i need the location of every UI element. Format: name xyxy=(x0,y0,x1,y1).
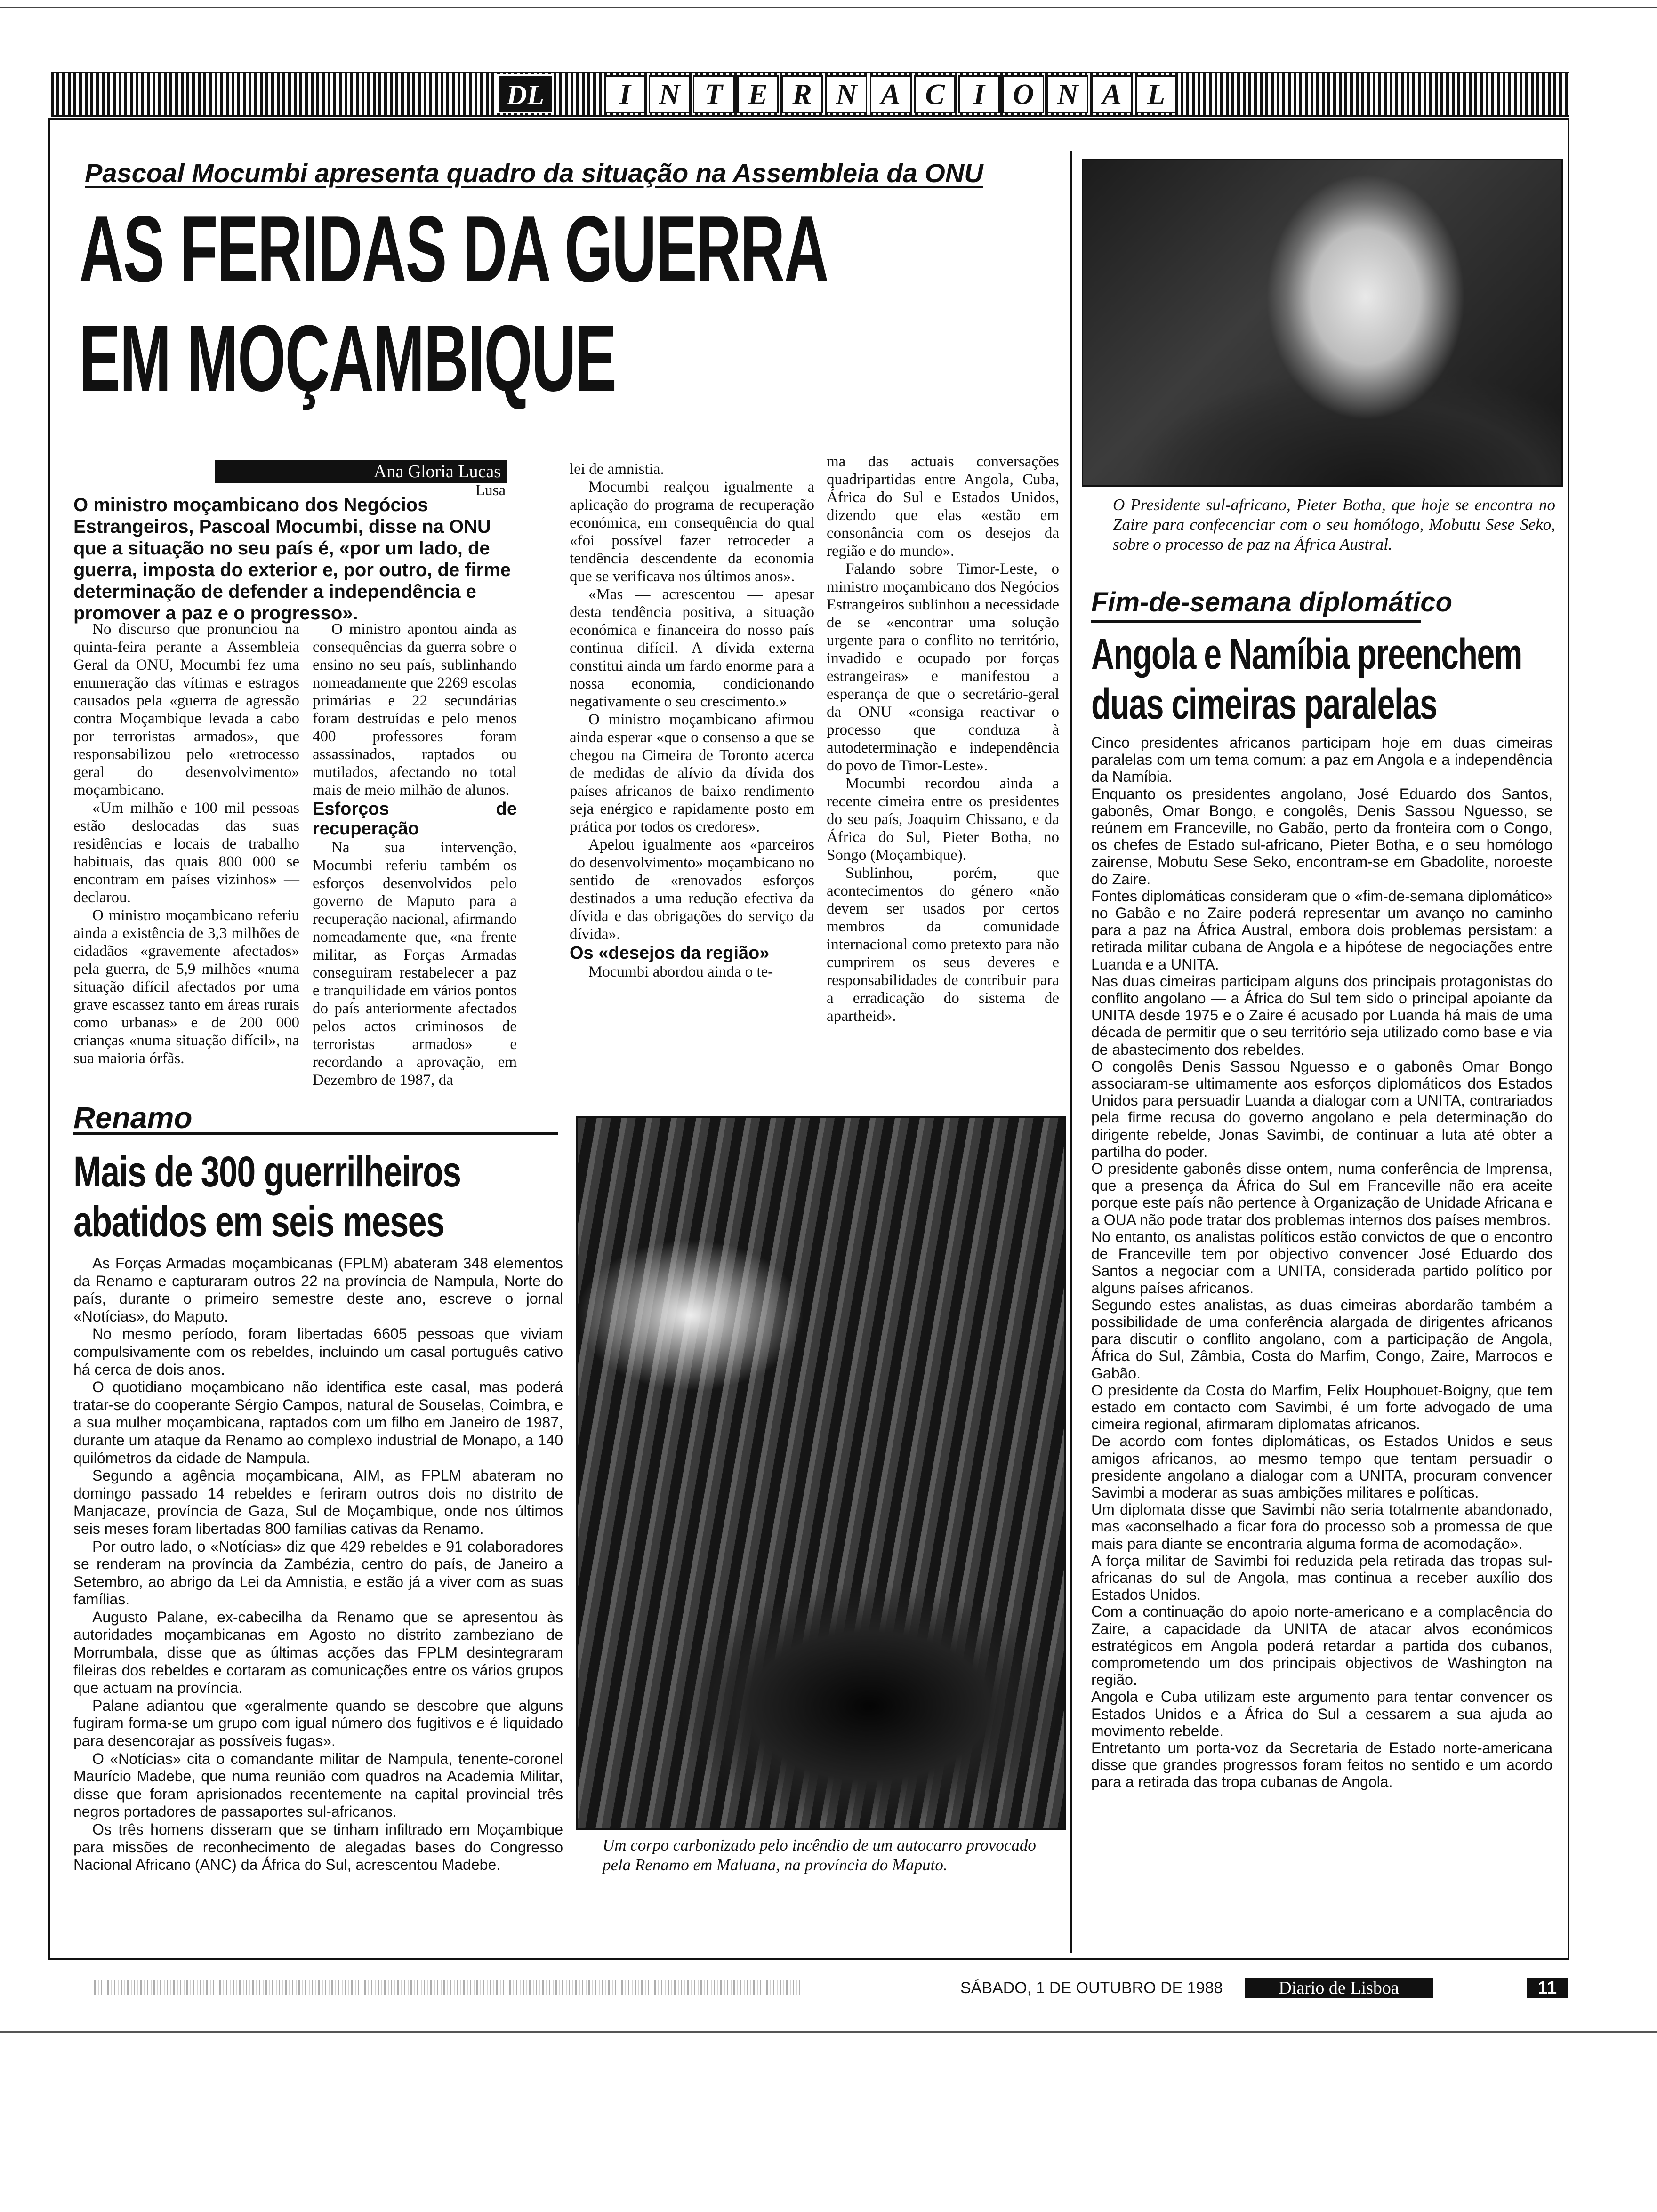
paragraph: «Mas — acrescentou — apesar desta tendência positiva, a situação económica e financeira do nosso país continua difícil. A dívida externa constitui ainda um fardo enorme para a nossa economia, condicionando negativamente o seu crescimento.» xyxy=(570,586,814,710)
footer-paper-name-box xyxy=(1245,1978,1433,1998)
section-letter: R xyxy=(781,75,823,113)
paragraph: Angola e Cuba utilizam este argumento para tentar convencer os Estados Unidos e a África do Sul a cessarem a sua ajuda ao movimento rebelde. xyxy=(1091,1688,1552,1739)
section-letter: C xyxy=(914,75,956,113)
column-separator xyxy=(1070,151,1072,1953)
paragraph: O ministro apontou ainda as consequências da guerra sobre o ensino no seu país, sublinhando nomeadamente que 2269 escolas primárias e 22 secundárias foram destruídas e pelo menos 400 professores foram assassinados, raptados ou mutilados, afectando no total mais de meio milhão de alunos. xyxy=(313,621,517,799)
section-letter: O xyxy=(1003,75,1044,113)
main-headline-line1: AS FERIDAS DA GUERRA xyxy=(79,197,828,302)
paragraph: lei de amnistia. xyxy=(570,461,664,478)
paragraph: Augusto Palane, ex-cabecilha da Renamo que se apresentou às autoridades moçambicanas em Agosto no distrito zambeziano de Morrumbala, disse que as últimas acções das FPLM desintegraram fileiras dos rebeldes e cortaram as comunicações entre os vários grupos que actuam na província. xyxy=(73,1608,563,1697)
section-letter: L xyxy=(1135,75,1177,113)
paragraph: O ministro moçambicano afirmou ainda esperar «que o consenso a que se chegou na Cimeira de Toronto acerca de medidas de alívio da dívida dos países africanos de baixo rendimento seja enérgico e rapidamente posto em prática por todos os credores». xyxy=(570,711,814,835)
burnt-bus-photo xyxy=(576,1116,1066,1830)
right-headline-line1: Angola e Namíbia preenchem xyxy=(1091,630,1522,678)
paragraph: Entretanto um porta-voz da Secretaria de Estado norte-americana disse que grandes progressos foram feitos no sentido e um acordo para a retirada das tropa cubanas de Angola. xyxy=(1091,1739,1552,1791)
paragraph: Falando sobre Timor-Leste, o ministro moçambicano dos Negócios Estrangeiros sublinhou a necessidade de se «encontrar uma solução urgente para o conflito no território, invadido e ocupado por forças estrangeiras» e manifestou a esperança de que o secretário-geral da ONU «consiga reactivar o processo que conduza à autodeterminação e independência do povo de Timor-Leste». xyxy=(827,561,1059,774)
footer-paper-name: Diario de Lisboa xyxy=(1279,1978,1399,1998)
paragraph: O quotidiano moçambicano não identifica este casal, mas poderá tratar-se do cooperante Sérgio Campos, natural de Souselas, Coimbra, e a sua mulher moçambicana, raptados com um filho em Janeiro de 1987, durante um ataque da Renamo ao complexo industrial de Monapo, a 140 quilómetros da cidade de Nampula. xyxy=(73,1378,563,1467)
section-letter: A xyxy=(1091,75,1133,113)
main-column-4 xyxy=(827,453,1059,1025)
paragraph: No entanto, os analistas políticos estão convictos de que o encontro de Franceville tem por objectivo convencer José Eduardo dos Santos a negociar com a UNITA, considerada partido político por alguns países africanos. xyxy=(1091,1228,1552,1297)
section-title-internacional xyxy=(604,75,1180,113)
right-kicker-underline xyxy=(1091,620,1421,623)
paragraph: Fontes diplomáticas consideram que o «fim-de-semana diplomático» no Gabão e no Zaire poderá representar um avanço no caminho para a paz na África Austral, embora dois problemas persistam: a retirada militar cubana de Angola e a hipótese de negociações entre Luanda e a UNITA. xyxy=(1091,887,1552,973)
main-lead: O ministro moçambicano dos Negócios Estrangeiros, Pascoal Mocumbi, disse na ONU que a situação no seu país é, «por um lado, de guerra, imposta do exterior e, por outro, de firme determinação de defender a independência e promover a paz e o progresso». xyxy=(73,495,511,624)
paragraph: De acordo com fontes diplomáticas, os Estados Unidos e seus amigos africanos, ao mesmo tempo que tentam persuadir o presidente angolano a dialogar com a UNITA, procuram convencer Savimbi a moderar as suas ambições militares e políticas. xyxy=(1091,1433,1552,1501)
botha-portrait-photo xyxy=(1082,159,1563,487)
main-column-2 xyxy=(313,620,517,1089)
scan-top-edge xyxy=(0,7,1657,8)
byline-agency: Lusa xyxy=(475,482,506,499)
paragraph: Sublinhou, porém, que acontecimentos do género «não devem ser usados por certos membros da comunidade internacional como pretexto para não cumprirem os seus deveres e responsabilidades de contribuir para a erradicação do sistema de apartheid». xyxy=(827,865,1059,1025)
paragraph: Os três homens disseram que se tinham infiltrado em Moçambique para missões de reconhecimento de alegadas bases do Congresso Nacional Africano (ANC) da África do Sul, acrescentou Madebe. xyxy=(73,1821,563,1874)
dl-logo xyxy=(497,74,554,113)
section-letter: N xyxy=(649,75,690,113)
footer-noise xyxy=(94,1980,800,1995)
paragraph: «Um milhão e 100 mil pessoas estão deslocadas das suas residências e locais de trabalho habituais, das quais 800 000 se encontram em países vizinhos» — declarou. xyxy=(73,800,299,906)
paragraph: A força militar de Savimbi foi reduzida pela retirada das tropas sul-africanas do sul de Angola, mas continua a receber auxílio dos Estados Unidos. xyxy=(1091,1552,1552,1603)
botha-photo-caption: O Presidente sul-africano, Pieter Botha, que hoje se encontra no Zaire para confecenciar com o seu homólogo, Mobutu Sese Seko, sobre o processo de paz na África Austral. xyxy=(1113,496,1555,553)
paragraph: Mocumbi abordou ainda o te- xyxy=(588,963,773,980)
main-headline-line2: EM MOÇAMBIQUE xyxy=(79,306,616,411)
paragraph: Mocumbi recordou ainda a recente cimeira entre os presidentes do seu país, Joaquim Chissano, e da África do Sul, Pieter Botha, no Songo (Moçambique). xyxy=(827,775,1059,864)
renamo-body xyxy=(73,1255,563,1874)
paragraph: Segundo estes analistas, as duas cimeiras abordarão também a possibilidade de uma conferência alargada de dirigentes africanos para discutir o conflito angolano, com a participação de Angola, África do Sul, Zâmbia, Costa do Marfim, Congo, Zaire, Marrocos e Gabão. xyxy=(1091,1296,1552,1382)
section-letter: E xyxy=(737,75,779,113)
paragraph: O ministro moçambicano referiu ainda a existência de 3,3 milhões de cidadãos «gravemente afectados» pela guerra, de 5,9 milhões «numa situação difícil afectados por uma grave escassez tanto em áreas rurais como urbanas» e de 200 000 crianças «numa situação difícil», na sua maioria órfãs. xyxy=(73,907,299,1067)
footer-date: SÁBADO, 1 DE OUTUBRO DE 1988 xyxy=(960,1979,1223,1997)
section-letter: I xyxy=(958,75,1000,113)
bus-photo-caption: Um corpo carbonizado pelo incêndio de um autocarro provocado pela Renamo em Maluana, na província do Maputo. xyxy=(603,1836,1036,1874)
section-letter: A xyxy=(870,75,911,113)
section-letter: N xyxy=(1047,75,1088,113)
paragraph: Nas duas cimeiras participam alguns dos principais protagonistas do conflito angolano — a África do Sul tem sido o principal apoiante da UNITA desde 1975 e o Zaire é acusado por Luanda há mais de uma década de permitir que o seu território seja utilizado como base e via de abastecimento dos rebeldes. xyxy=(1091,972,1552,1058)
paragraph: O presidente gabonês disse ontem, numa conferência de Imprensa, que a presença da África do Sul em Franceville não era aceite porque este país não pertence à Organização de Unidade Africana e a OUA não pode tratar dos problemas internos dos países membros. xyxy=(1091,1160,1552,1228)
paragraph: O presidente da Costa do Marfim, Felix Houphouet-Boigny, que tem estado em contacto com Savimbi, é um forte advogado de uma cimeira regional, afirmaram diplomatas africanos. xyxy=(1091,1381,1552,1433)
paragraph: Enquanto os presidentes angolano, José Eduardo dos Santos, gabonês, Omar Bongo, e congolês, Denis Sassou Nguesso, se reúnem em Franceville, no Gabão, perto da fronteira com o Congo, os chefes de Estado sul-africano, Pieter Botha, e o seu homólogo zairense, Mobutu Sese Seko, encontram-se em Gbadolite, noroeste do Zaire. xyxy=(1091,785,1552,888)
paragraph: Cinco presidentes africanos participam hoje em duas cimeiras paralelas com um tema comum: a paz em Angola e a independência da Namíbia. xyxy=(1091,734,1552,785)
section-letter: I xyxy=(604,75,646,113)
section-letter: N xyxy=(826,75,867,113)
paragraph: Mocumbi realçou igualmente a aplicação do programa de recuperação económica, em consequência do qual «foi possível fazer retroceder a tendência descendente da economia que se verificava nos últimos anos». xyxy=(570,479,814,585)
main-kicker: Pascoal Mocumbi apresenta quadro da situação na Assembleia da ONU xyxy=(85,158,983,188)
paragraph: No discurso que pronunciou na quinta-feira perante a Assembleia Geral da ONU, Mocumbi fez uma enumeração das vítimas e estragos causados pela «guerra de agressão contra Moçambique levada a cabo por terroristas armados», que responsabilizou pelo «retrocesso geral do desenvolvimento» moçambicano. xyxy=(73,621,299,799)
paragraph: Apelou igualmente aos «parceiros do desenvolvimento» moçambicano no sentido de «renovados esforços destinados a uma redução efectiva da dívida e das obrigações do serviço da dívida». xyxy=(570,836,814,943)
paragraph: Segundo a agência moçambicana, AIM, as FPLM abateram no domingo passado 14 rebeldes e feriram outros dois no distrito de Manjacaze, província de Gaza, Sul de Moçambique, onde nos últimos seis meses foram libertadas 800 famílias cativas da Renamo. xyxy=(73,1467,563,1537)
paragraph: No mesmo período, foram libertadas 6605 pessoas que viviam compulsivamente com os rebeldes, incluindo um casal português cativo há cerca de dois anos. xyxy=(73,1325,563,1378)
right-headline-line2: duas cimeiras paralelas xyxy=(1091,680,1437,728)
paragraph: Com a continuação do apoio norte-americano e a complacência do Zaire, a capacidade da UNITA de atacar alvos económicos estratégicos em Angola poderá retardar a partida dos cubanos, comprometendo um dos principais objectivos de Washington na região. xyxy=(1091,1603,1552,1689)
right-article-body xyxy=(1091,734,1552,1791)
main-column-3 xyxy=(570,460,814,981)
renamo-headline-line2: abatidos em seis meses xyxy=(73,1198,444,1246)
paragraph: O congolês Denis Sassou Nguesso e o gabonês Omar Bongo associaram-se ultimamente aos esforços diplomáticos dos Estados Unidos para persuadir Luanda a dialogar com a UNITA, contrariados pela firme recusa do governo angolano e pela determinação do dirigente rebelde, Jonas Savimbi, de continuar a luta até obter a partilha do poder. xyxy=(1091,1058,1552,1160)
paragraph: Na sua intervenção, Mocumbi referiu também os esforços desenvolvidos pelo governo de Maputo para a recuperação nacional, afirmando nomeadamente que, «na frente militar, as Forças Armadas conseguiram restabelecer a paz e tranquilidade em vários pontos do país anteriormente afectados pelos actos criminosos de terroristas armados» e recordando a aprovação, em Dezembro de 1987, da xyxy=(313,839,517,1089)
renamo-headline-line1: Mais de 300 guerrilheiros xyxy=(73,1148,461,1196)
renamo-kicker: Renamo xyxy=(73,1101,193,1135)
subheading: Esforços de recuperação xyxy=(313,799,517,839)
paragraph: Por outro lado, o «Notícias» diz que 429 rebeldes e 91 colaboradores se renderam na província da Zambézia, centro do país, de Janeiro a Setembro, ao abrigo da Lei da Amnistia, e estão já a viver com as suas famílias. xyxy=(73,1538,563,1608)
section-letter: T xyxy=(693,75,734,113)
main-column-1 xyxy=(73,620,299,1067)
byline-author: Ana Gloria Lucas xyxy=(373,462,501,481)
paragraph: Um diplomata disse que Savimbi não seria totalmente abandonado, mas «aconselhado a ficar fora do processo sob a promessa de que mais para diante se encontraria alguma forma de acomodação». xyxy=(1091,1501,1552,1552)
dl-logo-text: DL xyxy=(507,80,544,111)
subheading: Os «desejos da região» xyxy=(570,943,770,963)
footer-rule xyxy=(0,2031,1657,2033)
right-kicker: Fim-de-semana diplomático xyxy=(1091,587,1453,617)
paragraph: ma das actuais conversações quadripartidas entre Angola, Cuba, África do Sul e Estados Unidos, dizendo que elas «estão em consonância com os desejos da região e do mundo». xyxy=(827,453,1059,560)
paragraph: As Forças Armadas moçambicanas (FPLM) abateram 348 elementos da Renamo e capturaram outros 22 na província de Nampula, Norte do país, durante o primeiro semestre deste ano, escreve o jornal «Notícias», do Maputo. xyxy=(73,1255,563,1325)
paragraph: O «Notícias» cita o comandante militar de Nampula, tenente-coronel Maurício Madebe, que numa reunião com quadros na Academia Militar, disse que foram aprisionados recentemente na capital provincial três negros portadores de passaportes sul-africanos. xyxy=(73,1750,563,1820)
footer-page-number-box xyxy=(1527,1978,1568,1998)
paragraph: Palane adiantou que «geralmente quando se descobre que alguns fugiram forma-se um grupo com igual número dos fugitivos e é liquidado para desencorajar as possíveis fugas». xyxy=(73,1697,563,1750)
footer-page-number: 11 xyxy=(1537,1978,1557,1998)
byline-bar xyxy=(215,460,507,483)
